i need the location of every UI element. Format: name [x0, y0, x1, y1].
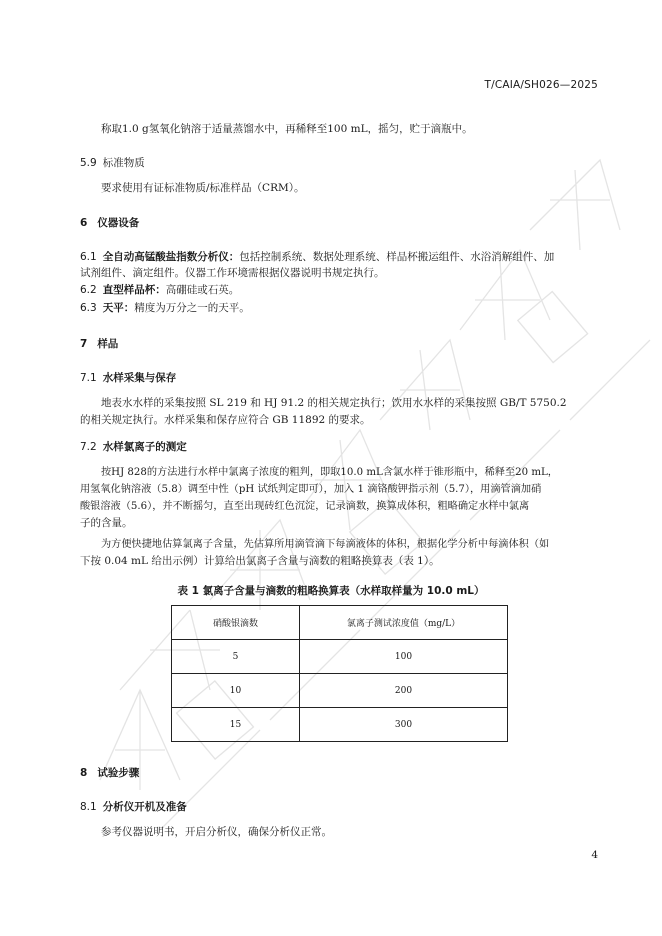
table-row	[172, 674, 508, 708]
paragraph-8-1: 参考仪器说明书，开启分析仪，确保分析仪正常。	[101, 826, 332, 838]
section-title: 水样采集与保存	[102, 372, 177, 384]
table-cell: 5	[172, 640, 300, 674]
table-header-cell: 硝酸银滴数	[172, 606, 300, 640]
section-6-1	[80, 250, 554, 265]
table-header-row	[172, 606, 508, 640]
section-number: 8.1	[80, 801, 97, 813]
paragraph-naoh: 称取1.0 g氢氧化钠溶于适量蒸馏水中，再稀释至100 mL，摇匀，贮于滴瓶中。	[101, 123, 473, 135]
paragraph-7-2a-line1: 按HJ 828的方法进行水样中氯离子浓度的粗判，即取10.0 mL含氯水样于锥形瓶中，稀释至20 mL，	[101, 467, 558, 478]
section-6-1-line2: 试剂组件、滴定组件。仪器工作环境需根据仪器说明书规定执行。	[80, 267, 385, 279]
paragraph-7-2a-line3: 酸银溶液（5.6），并不断摇匀，直至出现砖红色沉淀，记录滴数，换算成体积，粗略确定水样中氯离	[80, 501, 530, 512]
section-text: 包括控制系统、数据处理系统、样品杯搬运组件、水浴消解组件、加	[239, 251, 555, 263]
paragraph-7-1-line1: 地表水水样的采集按照 SL 219 和 HJ 91.2 的相关规定执行；饮用水水样的采集按照 GB/T 5750.2	[101, 397, 567, 409]
section-7-1-heading	[80, 371, 176, 386]
chapter-number: 7	[80, 338, 88, 350]
section-term: 天平：	[102, 302, 135, 314]
paragraph-7-2a-line2: 用氢氧化钠溶液（5.8）调至中性（pH 试纸判定即可），加入 1 滴铬酸钾指示剂（5.7），用滴管滴加硝	[80, 484, 542, 495]
section-term: 全自动高锰酸盐指数分析仪：	[102, 251, 240, 263]
table-row	[172, 640, 508, 674]
paragraph-7-2b-line2: 下按 0.04 mL 给出示例）计算给出氯离子含量与滴数的粗略换算表（表 1）。	[80, 555, 440, 567]
paragraph-7-2b-line1: 为方便快捷地估算氯离子含量，先估算所用滴管滴下每滴液体的体积，根据化学分析中每滴体积（如	[101, 539, 550, 550]
table-1	[171, 605, 508, 742]
chapter-number: 6	[80, 217, 88, 229]
section-6-3	[80, 301, 250, 316]
paragraph-7-1-line2: 的相关规定执行。水样采集和保存应符合 GB 11892 的要求。	[80, 414, 371, 426]
table-row	[172, 708, 508, 742]
section-title: 标准物质	[102, 157, 145, 169]
table-cell: 15	[172, 708, 300, 742]
paragraph-7-2a-line4: 子的含量。	[80, 517, 133, 529]
section-number: 7.2	[80, 441, 97, 453]
chapter-number: 8	[80, 767, 88, 779]
chapter-7-heading	[80, 337, 118, 352]
table-cell: 200	[300, 674, 508, 708]
section-number: 5.9	[80, 157, 97, 169]
section-6-2	[80, 283, 239, 298]
chapter-title: 试验步骤	[97, 767, 140, 779]
section-7-2-heading	[80, 440, 187, 455]
table-1-caption: 表 1 氯离子含量与滴数的粗略换算表（水样取样量为 10.0 mL）	[177, 585, 485, 597]
section-term: 直型样品杯：	[102, 284, 166, 296]
section-number: 7.1	[80, 372, 97, 384]
table-cell: 10	[172, 674, 300, 708]
section-text: 精度为万分之一的天平。	[134, 302, 250, 314]
chapter-title: 样品	[97, 338, 119, 350]
paragraph-5-9: 要求使用有证标准物质/标准样品（CRM）。	[101, 182, 305, 194]
section-title: 水样氯离子的测定	[102, 441, 187, 453]
section-5-9-heading	[80, 156, 145, 171]
section-number: 6.2	[80, 284, 97, 296]
table-cell: 300	[300, 708, 508, 742]
table-cell: 100	[300, 640, 508, 674]
section-8-1-heading	[80, 800, 187, 815]
table-header-cell: 氯离子测试浓度值（mg/L）	[300, 606, 508, 640]
document-code: T/CAIA/SH026—2025	[484, 79, 598, 91]
chapter-title: 仪器设备	[97, 217, 140, 229]
chapter-6-heading	[80, 216, 139, 231]
section-number: 6.3	[80, 302, 97, 314]
section-number: 6.1	[80, 251, 97, 263]
chapter-8-heading	[80, 766, 139, 781]
page-number: 4	[591, 849, 598, 861]
section-text: 高硼硅或石英。	[165, 284, 240, 296]
section-title: 分析仪开机及准备	[102, 801, 187, 813]
